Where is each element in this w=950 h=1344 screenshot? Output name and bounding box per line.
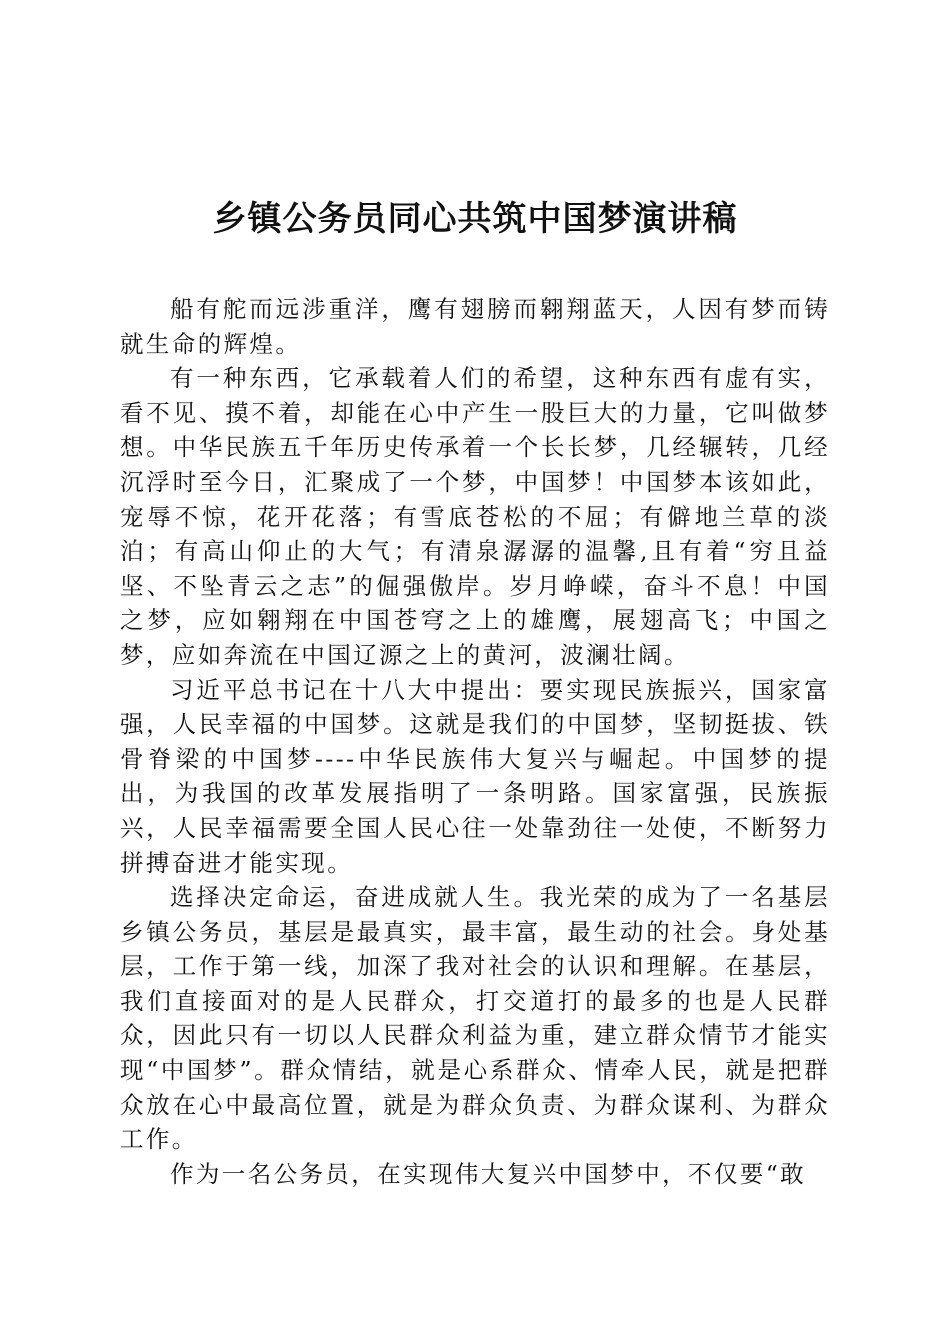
paragraph-2: 有一种东西，它承载着人们的希望，这种东西有虚有实，看不见、摸不着，却能在心中产生一股巨大的力量，它叫做梦想。中华民族五千年历史传承着一个长长梦，几经辗转，几经沉浮时至今日，汇聚成了一个梦，中国梦！中国梦本该如此，宠辱不惊，花开花落；有雪底苍松的不屈；有僻地兰草的淡泊；有高山仰止的大气；有清泉潺潺的温馨,且有着“穷且益坚、不坠青云之志”的倔强傲岸。岁月峥嵘，奋斗不息！中国之梦，应如翱翔在中国苍穹之上的雄鹰，展翅高飞；中国之梦，应如奔流在中国辽源之上的黄河，波澜壮阔。 <box>120 364 830 669</box>
paragraph-5: 作为一名公务员，在实现伟大复兴中国梦中，不仅要“敢 <box>170 1159 807 1188</box>
paragraph-3: 习近平总书记在十八大中提出：要实现民族振兴，国家富强，人民幸福的中国梦。这就是我们的中国梦，坚韧挺拔、铁骨脊梁的中国梦----中华民族伟大复兴与崛起。中国梦的提出，为我国的改革发展指明了一条明路。国家富强，民族振兴，人民幸福需要全国人民心往一处靠劲往一处使，不断努力拼搏奋进才能实现。 <box>120 675 830 877</box>
paragraph-4: 选择决定命运，奋进成就人生。我光荣的成为了一名基层乡镇公务员，基层是最真实，最丰富，最生动的社会。身处基层，工作于第一线，加深了我对社会的认识和理解。在基层，我们直接面对的是人民群众，打交道打的最多的也是人民群众，因此只有一切以人民群众利益为重，建立群众情节才能实现“中国梦”。群众情结，就是心系群众、情牵人民，就是把群众放在心中最高位置，就是为群众负责、为群众谋利、为群众工作。 <box>120 883 830 1154</box>
document-body <box>120 292 830 1191</box>
paragraph-1: 船有舵而远涉重洋，鹰有翅膀而翱翔蓝天，人因有梦而铸就生命的辉煌。 <box>120 295 830 358</box>
document-title: 乡镇公务员同心共筑中国梦演讲稿 <box>212 199 738 239</box>
